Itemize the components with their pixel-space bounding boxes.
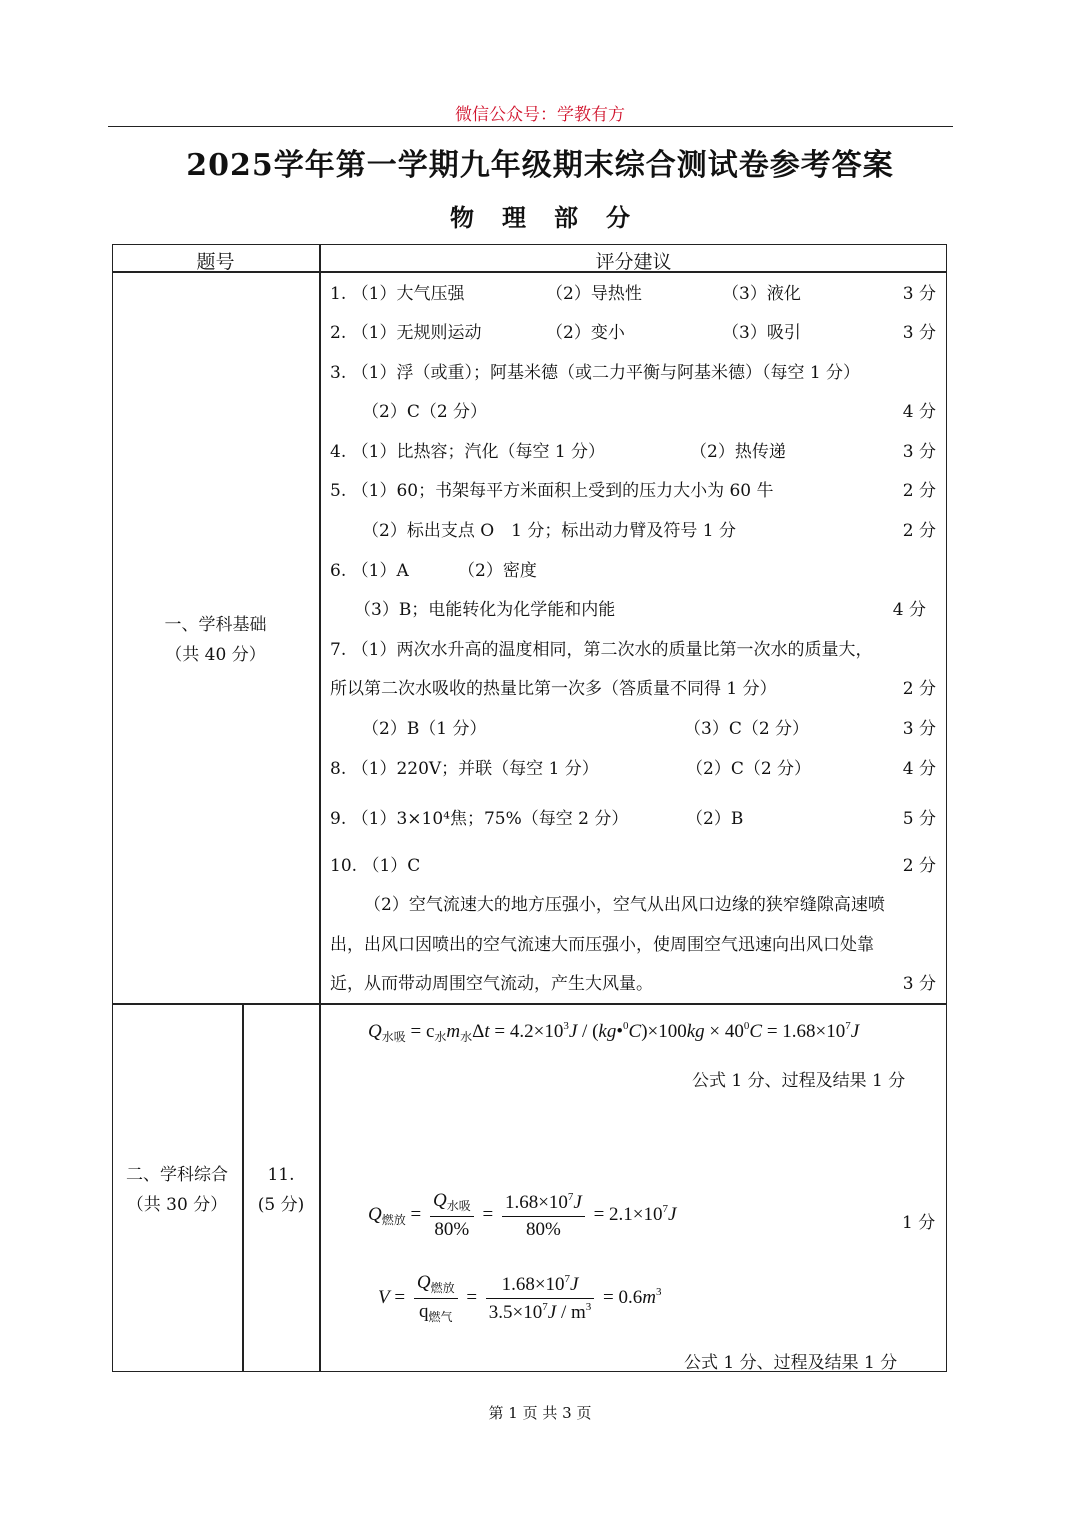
- score: 4 分: [902, 402, 936, 422]
- answer-text: （2）标出支点 O 1 分；标出动力臂及符号 1 分: [362, 521, 736, 541]
- score: 3 分: [902, 284, 936, 304]
- question-number: 11.: [267, 1165, 295, 1185]
- answer-row: [330, 894, 936, 916]
- answer-row: [330, 758, 936, 780]
- equation-2: $Q_{燃放}$ = $\frac{Q_{水吸}}{80\%}$ = $\frac{1.68\times 10^7J}{80\%}$ = $2.1\times 10^7J$: [368, 1190, 677, 1240]
- answer-text: 近，从而带动周围空气流动，产生大风量。: [330, 974, 653, 994]
- question-number-cell: [243, 1160, 319, 1220]
- section2-label-line1: 二、学科综合: [126, 1165, 228, 1185]
- score: 2 分: [902, 679, 936, 699]
- answer-row: [330, 520, 936, 542]
- answer-row: [330, 718, 936, 740]
- section2-label-line2: （共 30 分）: [126, 1195, 228, 1215]
- score: 3 分: [902, 323, 936, 343]
- equation-1: $Q_{水吸} = c_水m_水\Delta t = 4.2\times 10^3J$ / (kg•$^0$C)×100kg × $40^0C = 1.68\times 10^7J$: [368, 1020, 860, 1044]
- answer-text: （3）B；电能转化为化学能和内能: [354, 600, 616, 620]
- answer-text: 5. （1）60；书架每平方米面积上受到的压力大小为 60 牛: [330, 481, 774, 501]
- answer-text: 4. （1）比热容；汽化（每空 1 分）: [330, 442, 606, 462]
- answer-text: （2）B: [686, 809, 744, 829]
- subtitle-char: 分: [606, 203, 630, 232]
- score: 2 分: [902, 856, 936, 876]
- answer-text: 6. （1）A: [330, 561, 409, 581]
- question-score: (5 分): [257, 1195, 305, 1215]
- answer-text: （2）导热性: [546, 284, 642, 304]
- answer-row: [330, 599, 936, 621]
- score: 3 分: [902, 719, 936, 739]
- header-note: 微信公众号：学教有方: [455, 105, 625, 125]
- table-line: [319, 244, 321, 1372]
- equation-1-score: 公式 1 分、过程及结果 1 分: [692, 1071, 906, 1091]
- section1-label: [112, 610, 319, 670]
- table-line: [112, 1003, 947, 1005]
- answer-text: 1. （1）大气压强: [330, 284, 465, 304]
- section2-label: [112, 1160, 242, 1220]
- subtitle-char: 部: [554, 203, 578, 232]
- score: 4 分: [892, 600, 926, 620]
- answer-text: 10. （1）C: [330, 856, 421, 876]
- equation-2-score: 1 分: [902, 1213, 936, 1233]
- subtitle-char: 理: [502, 203, 526, 232]
- answer-row: [330, 855, 936, 877]
- header-rule: [108, 126, 953, 127]
- answer-text: 出，出风口因喷出的空气流速大而压强小，使周围空气迅速向出风口处靠: [330, 935, 874, 955]
- answer-row: [330, 678, 936, 700]
- answer-row: [330, 480, 936, 502]
- score: 2 分: [902, 481, 936, 501]
- score: 3 分: [902, 442, 936, 462]
- answer-text: （3）C（2 分）: [684, 719, 810, 739]
- subtitle: [0, 198, 1080, 233]
- section1-label-line1: 一、学科基础: [164, 615, 267, 635]
- page-footer: 第 1 页 共 3 页: [488, 1404, 592, 1422]
- score: 5 分: [902, 809, 936, 829]
- score: 3 分: [902, 974, 936, 994]
- answer-row: [330, 808, 936, 830]
- answer-text: （2）C（2 分）: [362, 402, 488, 422]
- answer-text: （2）热传递: [690, 442, 786, 462]
- section1-label-line2: （共 40 分）: [165, 645, 266, 665]
- answer-text: 8. （1）220V；并联（每空 1 分）: [330, 759, 599, 779]
- answer-text: （2）变小: [546, 323, 625, 343]
- col-header-scoring: 评分建议: [595, 251, 672, 273]
- answer-row: [330, 401, 936, 423]
- answer-text: 2. （1）无规则运动: [330, 323, 482, 343]
- answer-row: [330, 934, 936, 956]
- answer-text: （3）液化: [722, 284, 801, 304]
- answer-text: 所以第二次水吸收的热量比第一次多（答质量不同得 1 分）: [330, 679, 777, 699]
- answer-text: （3）吸引: [722, 323, 801, 343]
- score: 4 分: [902, 759, 936, 779]
- equation-3-score: 公式 1 分、过程及结果 1 分: [684, 1353, 898, 1373]
- answer-row: [330, 973, 936, 995]
- answer-row: [330, 560, 936, 582]
- score: 2 分: [902, 521, 936, 541]
- answer-text: 9. （1）3×10⁴焦；75%（每空 2 分）: [330, 809, 629, 829]
- equation-3: V = $\frac{Q_{燃放}}{q_{燃气}}$ = $\frac{1.68\times 10^7J}{3.5\times 10^7J / m^3}$ = $0.6m^3$: [378, 1272, 662, 1324]
- answer-text: （2）B（1 分）: [362, 719, 487, 739]
- col-header-number: 题号: [196, 251, 235, 273]
- answer-text: 3. （1）浮（或重）；阿基米德（或二力平衡与阿基米德）（每空 1 分）: [330, 363, 861, 383]
- answer-row: [330, 322, 936, 344]
- answer-row: [330, 362, 936, 384]
- answer-text: （2）空气流速大的地方压强小，空气从出风口边缘的狭窄缝隙高速喷: [364, 895, 885, 915]
- answer-row: [330, 639, 936, 661]
- page-title: 2025学年第一学期九年级期末综合测试卷参考答案: [186, 148, 894, 183]
- answer-row: [330, 283, 936, 305]
- answer-text: （2）C（2 分）: [686, 759, 812, 779]
- subtitle-char: 物: [450, 203, 474, 232]
- answer-text: （2）密度: [458, 561, 537, 581]
- answer-row: [330, 441, 936, 463]
- answer-text: 7. （1）两次水升高的温度相同，第二次水的质量比第一次水的质量大，: [330, 640, 873, 660]
